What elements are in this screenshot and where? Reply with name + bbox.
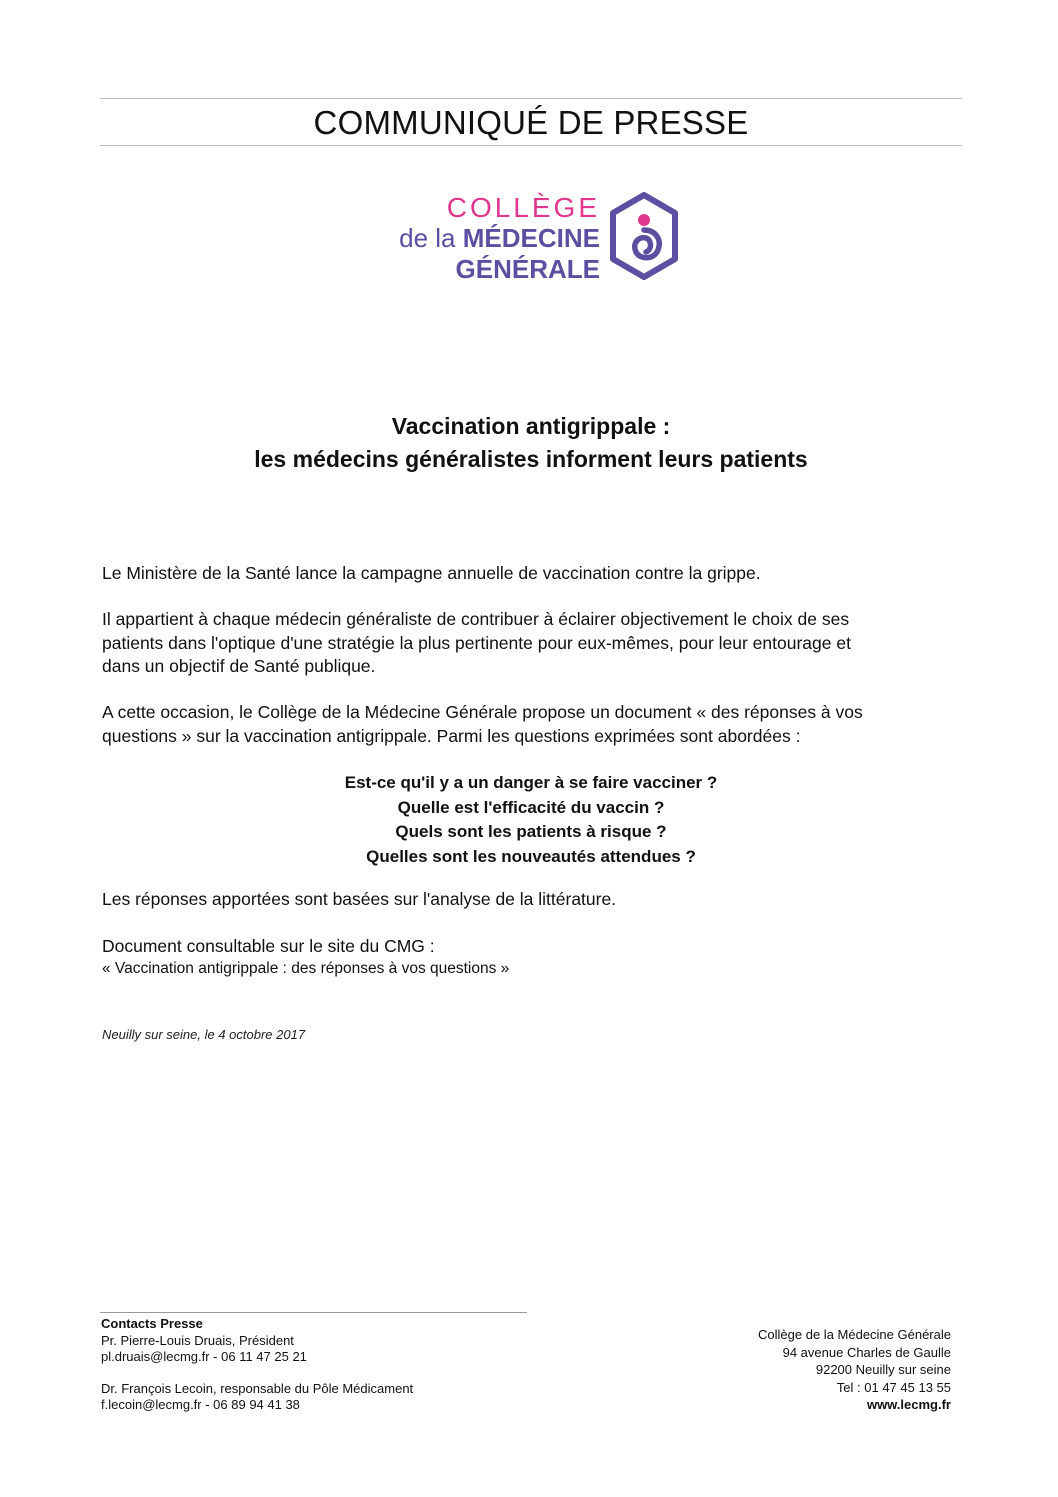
page-title: COMMUNIQUÉ DE PRESSE [313, 104, 749, 141]
document-title-line2: les médecins généralistes informent leurs patients [254, 446, 808, 472]
contact1-name: Pr. Pierre-Louis Druais, Président [101, 1332, 294, 1348]
org-name: Collège de la Médecine Générale [758, 1327, 951, 1342]
logo-line-college: COLLÈGE [446, 192, 600, 223]
footer-rule [100, 1312, 527, 1313]
paragraph-answers: Les réponses apportées sont basées sur l'analyse de la littérature. [102, 889, 617, 909]
logo-line-medecine [399, 223, 600, 254]
questions-list [100, 771, 962, 869]
press-contacts [101, 1316, 413, 1414]
contact2-details[interactable]: f.lecoin@lecmg.fr - 06 89 94 41 38 [101, 1397, 300, 1412]
paragraph-line: questions » sur la vaccination antigrippale. Parmi les questions exprimées sont abordées : [102, 725, 801, 746]
document-link[interactable]: « Vaccination antigrippale : des réponses à vos questions » [102, 959, 510, 977]
hexagon-logo-icon [608, 192, 680, 282]
paragraph-role [102, 608, 962, 679]
logo-line-generale: GÉNÉRALE [455, 254, 600, 284]
logo-line2-bold: MÉDECINE [462, 223, 600, 253]
website-link[interactable]: www.lecmg.fr [866, 1397, 951, 1412]
paragraph-line: patients dans l'optique d'une stratégie la plus pertinente pour eux-mêmes, pour leur entourage et [102, 632, 851, 653]
logo-line2-light: de la [399, 223, 463, 253]
paragraph-line: dans un objectif de Santé publique. [102, 656, 376, 676]
paragraph-intro: Le Ministère de la Santé lance la campagne annuelle de vaccination contre la grippe. [102, 563, 761, 583]
contacts-heading: Contacts Presse [101, 1316, 203, 1331]
cmg-logo [380, 192, 680, 284]
paragraph-document-label: Document consultable sur le site du CMG : [102, 936, 435, 956]
contact1-details[interactable]: pl.druais@lecmg.fr - 06 11 47 25 21 [101, 1349, 307, 1364]
paragraph-line: A cette occasion, le Collège de la Médecine Générale propose un document « des réponses à vos [102, 702, 863, 722]
phone: Tel : 01 47 45 13 55 [836, 1379, 951, 1395]
address-line2: 92200 Neuilly sur seine [815, 1362, 951, 1377]
document-title-line1: Vaccination antigrippale : [391, 413, 671, 439]
paragraph-document [102, 935, 962, 979]
question-item: Quelle est l'efficacité du vaccin ? [397, 797, 665, 817]
organization-address [758, 1326, 951, 1414]
question-item: Quels sont les patients à risque ? [395, 822, 667, 841]
header-bottom-rule [100, 145, 962, 146]
paragraph-line: Il appartient à chaque médecin généraliste de contribuer à éclairer objectivement le choix de ses [102, 609, 850, 629]
paragraph-occasion [102, 701, 962, 748]
question-item: Est-ce qu'il y a un danger à se faire vacciner ? [344, 773, 718, 792]
place-date: Neuilly sur seine, le 4 octobre 2017 [102, 1027, 306, 1042]
contact2-name: Dr. François Lecoin, responsable du Pôle Médicament [101, 1380, 414, 1396]
question-item: Quelles sont les nouveautés attendues ? [366, 846, 696, 866]
address-line1: 94 avenue Charles de Gaulle [782, 1344, 951, 1360]
header-top-rule [100, 98, 962, 99]
document-title [100, 410, 962, 476]
